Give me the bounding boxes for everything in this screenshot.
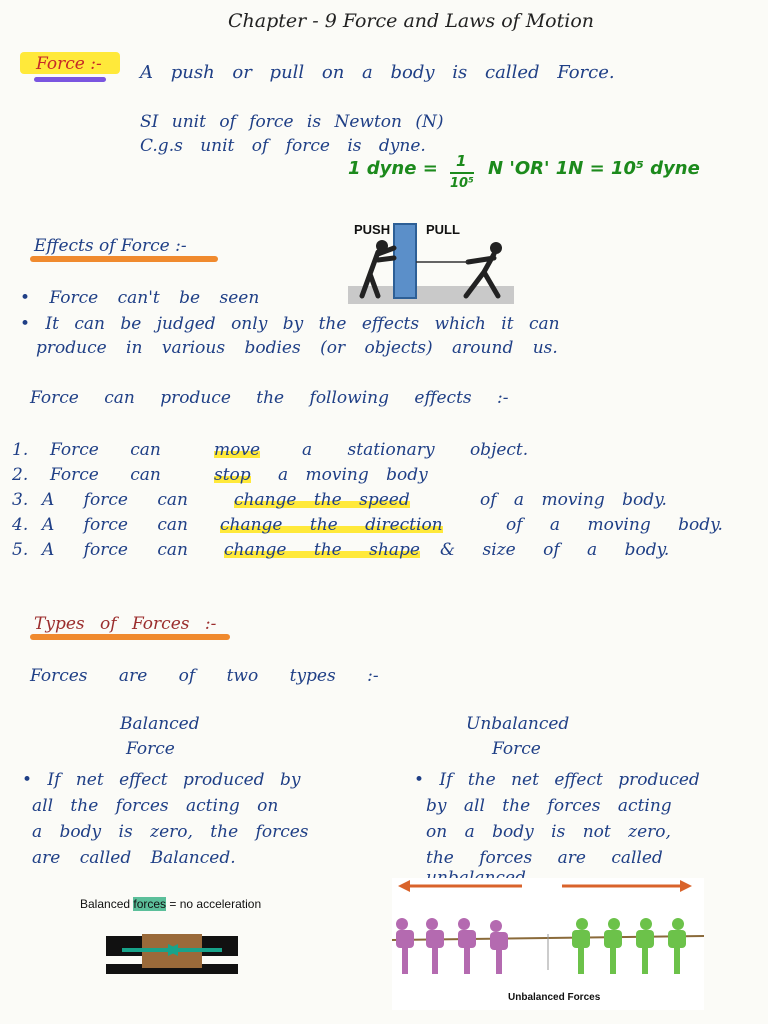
formula-rhs: N 'OR' 1N = 10⁵ dyne bbox=[488, 158, 700, 179]
cgs-unit: C.g.s unit of force is dyne. bbox=[140, 136, 426, 156]
types-heading: Types of Forces :- bbox=[34, 614, 217, 634]
balanced-caption bbox=[80, 897, 261, 911]
balanced-title-force: Force bbox=[126, 739, 175, 759]
push-pull-illustration bbox=[348, 218, 514, 310]
unbalanced-line: • If the net effect produced bbox=[414, 770, 700, 790]
effect-highlight: change the speed bbox=[234, 490, 410, 510]
effect-highlight: move bbox=[214, 440, 261, 460]
formula-denominator: 10⁵ bbox=[450, 176, 474, 191]
balanced-caption-post: = no acceleration bbox=[166, 897, 262, 911]
effects-heading: Effects of Force :- bbox=[34, 236, 187, 256]
balanced-line: all the forces acting on bbox=[32, 796, 279, 816]
unbalanced-caption: Unbalanced Forces bbox=[508, 992, 601, 1003]
effect-highlight: change the direction bbox=[220, 515, 443, 535]
balanced-line: are called Balanced. bbox=[32, 848, 236, 868]
effect-highlight: stop bbox=[214, 465, 251, 485]
force-definition: A push or pull on a body is called Force. bbox=[140, 62, 615, 83]
unbalanced-title: Unbalanced bbox=[466, 714, 570, 734]
effects-bullet-2-line-1: • It can be judged only by the effects which it can bbox=[20, 314, 560, 334]
pull-label: PULL bbox=[426, 222, 460, 237]
effects-bullet-1: • Force can't be seen bbox=[20, 288, 260, 308]
unbalanced-line: on a body is not zero, bbox=[426, 822, 671, 842]
balanced-title: Balanced bbox=[120, 714, 200, 734]
types-intro: Forces are of two types :- bbox=[30, 666, 379, 686]
effect-number: 1. bbox=[12, 440, 29, 460]
balanced-caption-highlight: forces bbox=[133, 897, 167, 911]
effect-post: of a moving body. bbox=[506, 515, 723, 535]
balanced-line: • If net effect produced by bbox=[22, 770, 301, 790]
effect-post: & size of a body. bbox=[440, 540, 670, 560]
dyne-formula bbox=[348, 150, 748, 200]
effect-post: a moving body bbox=[278, 465, 428, 485]
unbalanced-line: by all the forces acting bbox=[426, 796, 672, 816]
effect-post: a stationary object. bbox=[302, 440, 529, 460]
effect-pre: Force can bbox=[50, 440, 161, 460]
balanced-caption-pre: Balanced bbox=[80, 897, 134, 911]
balanced-forces-diagram-icon bbox=[102, 926, 242, 978]
force-heading-underline bbox=[34, 77, 106, 82]
unbalanced-line: the forces are called bbox=[426, 848, 663, 868]
effect-post: of a moving body. bbox=[480, 490, 667, 510]
push-label: PUSH bbox=[354, 222, 391, 237]
balanced-line: a body is zero, the forces bbox=[32, 822, 309, 842]
effects-heading-underline bbox=[30, 256, 218, 262]
push-pull-figure-icon bbox=[348, 218, 514, 310]
effect-pre: A force can bbox=[42, 490, 188, 510]
fraction-bar bbox=[450, 172, 474, 174]
effect-pre: Force can bbox=[50, 465, 161, 485]
types-heading-underline bbox=[30, 634, 230, 640]
effect-number: 4. bbox=[12, 515, 29, 535]
effects-bullet-2-line-2: produce in various bodies (or objects) around us. bbox=[36, 338, 558, 358]
formula-numerator: 1 bbox=[456, 152, 467, 170]
force-heading: Force :- bbox=[36, 54, 102, 74]
effects-intro: Force can produce the following effects :- bbox=[30, 388, 509, 408]
effect-pre: A force can bbox=[42, 515, 188, 535]
effect-number: 2. bbox=[12, 465, 29, 485]
effect-pre: A force can bbox=[42, 540, 188, 560]
si-unit: SI unit of force is Newton (N) bbox=[140, 112, 444, 132]
effect-highlight: change the shape bbox=[224, 540, 420, 560]
unbalanced-forces-figure bbox=[392, 878, 704, 1010]
effect-number: 5. bbox=[12, 540, 29, 560]
tug-of-war-icon bbox=[392, 878, 704, 990]
unbalanced-title-force: Force bbox=[492, 739, 541, 759]
page-title: Chapter - 9 Force and Laws of Motion bbox=[228, 10, 595, 32]
formula-lhs: 1 dyne = bbox=[348, 158, 438, 179]
effect-number: 3. bbox=[12, 490, 29, 510]
